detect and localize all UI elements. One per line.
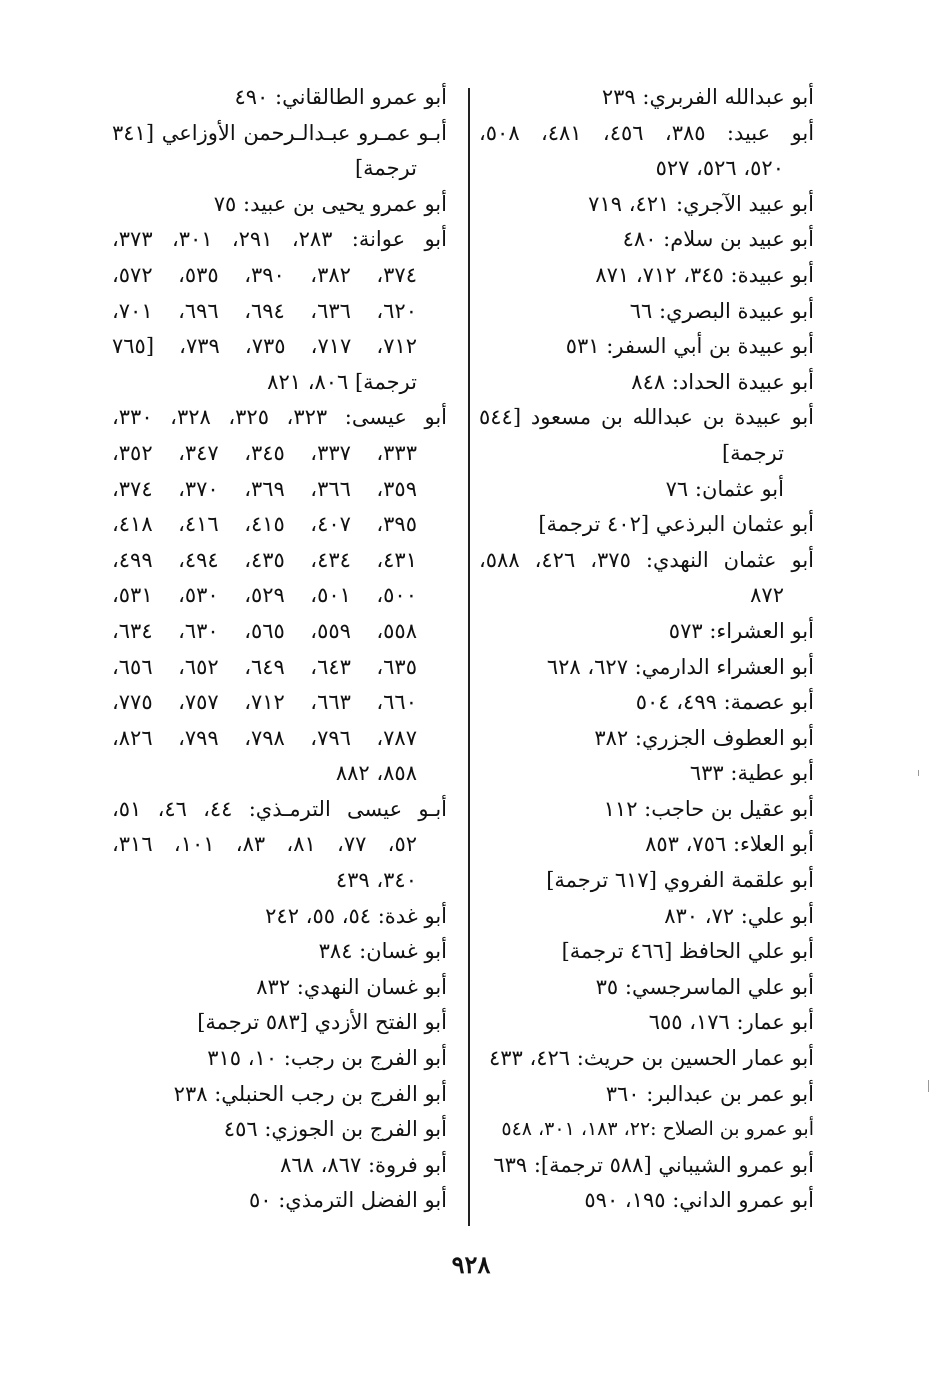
index-entry: أبو العشراء: ٥٧٣ — [668, 618, 814, 643]
index-entry-continuation: ٣٩٥، ٤٠٧، ٤١٥، ٤١٦، ٤١٨، — [112, 512, 417, 537]
index-entry-continuation: ٧٨٧، ٧٩٦، ٧٩٨، ٧٩٩، ٨٢٦، — [112, 725, 417, 750]
index-entry: أبو الفتح الأزدي [٥٨٣ ترجمة] — [197, 1010, 447, 1035]
index-entry: أبو عصمة: ٤٩٩، ٥٠٤ — [635, 690, 814, 715]
index-entry: أبو الفرج بن رجب الحنبلي: ٢٣٨ — [173, 1081, 447, 1106]
index-entry: أبو عقيل بن حاجب: ١١٢ — [603, 796, 814, 821]
index-entry: أبو غسان: ٣٨٤ — [318, 939, 447, 964]
index-entry-continuation: ٣٤٠، ٤٣٩ — [335, 868, 417, 893]
index-entry-continuation: ٦٣٥، ٦٤٣، ٦٤٩، ٦٥٢، ٦٥٦، — [112, 654, 417, 679]
index-entry-continuation: ٤٣١، ٤٣٤، ٤٣٥، ٤٩٤، ٤٩٩، — [112, 547, 417, 572]
index-entry: أبو غسان النهدي: ٨٣٢ — [256, 974, 447, 999]
index-entry: أبو عبيد الآجري: ٤٢١، ٧١٩ — [588, 191, 814, 216]
index-entry: أبو عبيدة بن أبي السفر: ٥٣١ — [565, 334, 814, 359]
index-entry: أبو علي الماسرجسي: ٣٥ — [595, 974, 814, 999]
index-entry: أبو عمر بن عبدالبر: ٣٦٠ — [605, 1081, 814, 1106]
index-entry-continuation: ترجمة] — [354, 156, 417, 181]
index-entry: أبو عبيدة البصري: ٦٦ — [629, 298, 814, 323]
index-entry: أبو عمار الحسين بن حريث: ٤٢٦، ٤٣٣ — [488, 1046, 814, 1071]
index-entry-continuation: ٧١٢، ٧١٧، ٧٣٥، ٧٣٩، [٧٦٥ — [112, 334, 418, 359]
index-entry: أبو عمرو الشيباني [٥٨٨ ترجمة]: ٦٣٩ — [493, 1152, 814, 1177]
index-entry-continuation: ٥٢٠، ٥٢٦، ٥٢٧ — [655, 156, 784, 181]
index-entry-continuation: ٨٧٢ — [750, 583, 784, 608]
index-entry-continuation: ٣٧٤، ٣٨٢، ٣٩٠، ٥٣٥، ٥٧٢، — [112, 262, 417, 287]
index-entry: أبو الفرج بن رجب: ١٠، ٣١٥ — [207, 1046, 447, 1071]
index-entry: أبو عبيدة الحداد: ٨٤٨ — [631, 369, 814, 394]
index-entry: أبو عثمان البرذعي [٤٠٢ ترجمة] — [538, 512, 814, 537]
index-entry: أبو غدة: ٥٤، ٥٥، ٢٤٢ — [265, 903, 447, 928]
index-entry: أبو عبيدة بن عبدالله بن مسعود [٥٤٤ — [479, 405, 814, 430]
index-entry: أبو عبدالله الفربري: ٢٣٩ — [601, 85, 814, 109]
index-entry: أبو عبيد بن سلام: ٤٨٠ — [622, 227, 814, 252]
index-entry: أبو عبيد: ٣٨٥، ٤٥٦، ٤٨١، ٥٠٨، — [479, 120, 815, 145]
index-entry: أبو علي: ٧٢، ٨٣٠ — [664, 903, 814, 928]
index-column-right — [479, 80, 814, 1219]
index-entry: أبو عمار: ١٧٦، ٦٥٥ — [648, 1010, 814, 1035]
scan-speck — [918, 770, 919, 776]
column-divider — [468, 88, 470, 1226]
index-entry: أبو عمرو الداني: ١٩٥، ٥٩٠ — [584, 1188, 814, 1213]
index-entry: أبو العشراء الدارمي: ٦٢٧، ٦٢٨ — [546, 654, 814, 679]
index-entry: أبو عبيدة: ٣٤٥، ٧١٢، ٨٧١ — [595, 262, 814, 287]
page-number: ٩٢٨ — [451, 1250, 491, 1279]
index-entry: أبو عمرو الطالقاني: ٤٩٠ — [234, 85, 447, 109]
index-entry: أبو عيسى: ٣٢٣، ٣٢٥، ٣٢٨، ٣٣٠، — [112, 405, 448, 430]
index-entry: أبو عطية: ٦٣٣ — [689, 761, 814, 786]
index-entry: أبو فروة: ٨٦٧، ٨٦٨ — [280, 1152, 447, 1177]
index-entry-continuation: ٥٠٠، ٥٠١، ٥٢٩، ٥٣٠، ٥٣١، — [112, 583, 417, 608]
index-entry: أبو العلاء: ٧٥٦، ٨٥٣ — [645, 832, 814, 857]
index-entry-continuation: ٣٣٣، ٣٣٧، ٣٤٥، ٣٤٧، ٣٥٢، — [112, 440, 417, 465]
index-entry-continuation: ٥٥٨، ٥٥٩، ٥٦٥، ٦٣٠، ٦٣٤، — [112, 618, 417, 643]
index-entry-continuation: ترجمة] — [721, 440, 784, 465]
index-entry-continuation: ٣٥٩، ٣٦٦، ٣٦٩، ٣٧٠، ٣٧٤، — [112, 476, 417, 501]
index-entry: أبو عمرو يحيى بن عبيد: ٧٥ — [213, 191, 447, 216]
index-entry-continuation: ترجمة] ٨٠٦، ٨٢١ — [267, 369, 417, 394]
index-entry: أبو علي الحافظ [٤٦٦ ترجمة] — [561, 939, 814, 964]
index-entry-continuation: ٦٢٠، ٦٣٦، ٦٩٤، ٦٩٦، ٧٠١، — [112, 298, 417, 323]
index-entry: أبو العطوف الجزري: ٣٨٢ — [594, 725, 814, 750]
index-entry: أبو عمرو بن الصلاح :٢٢، ١٨٣، ٣٠١، ٥٤٨ — [501, 1118, 814, 1141]
index-entry: أبو علقمة الفروي [٦١٧ ترجمة] — [546, 868, 814, 893]
index-entry-continuation: ٨٥٨، ٨٨٢ — [335, 761, 417, 786]
index-entry: أبو عثمان: ٧٦ — [665, 476, 784, 501]
index-entry: أبـو عمـرو عبـدالـرحمن الأوزاعي [٣٤١ — [112, 120, 447, 145]
index-entry: أبو الفضل الترمذي: ٥٠ — [248, 1188, 447, 1213]
index-entry: أبو عثمان النهدي: ٣٧٥، ٤٢٦، ٥٨٨، — [479, 547, 815, 572]
index-entry: أبـو عيسى الترمـذي: ٤٤، ٤٦، ٥١، — [112, 796, 448, 821]
index-entry: أبو عوانة: ٢٨٣، ٢٩١، ٣٠١، ٣٧٣، — [112, 227, 447, 252]
index-entry-continuation: ٦٦٠، ٦٦٣، ٧١٢، ٧٥٧، ٧٧٥، — [112, 690, 417, 715]
index-entry-continuation: ٥٢، ٧٧، ٨١، ٨٣، ١٠١، ٣١٦، — [112, 832, 418, 857]
index-column-left — [112, 80, 447, 1219]
scan-speck — [928, 1080, 929, 1092]
index-entry: أبو الفرج بن الجوزي: ٤٥٦ — [223, 1117, 447, 1142]
